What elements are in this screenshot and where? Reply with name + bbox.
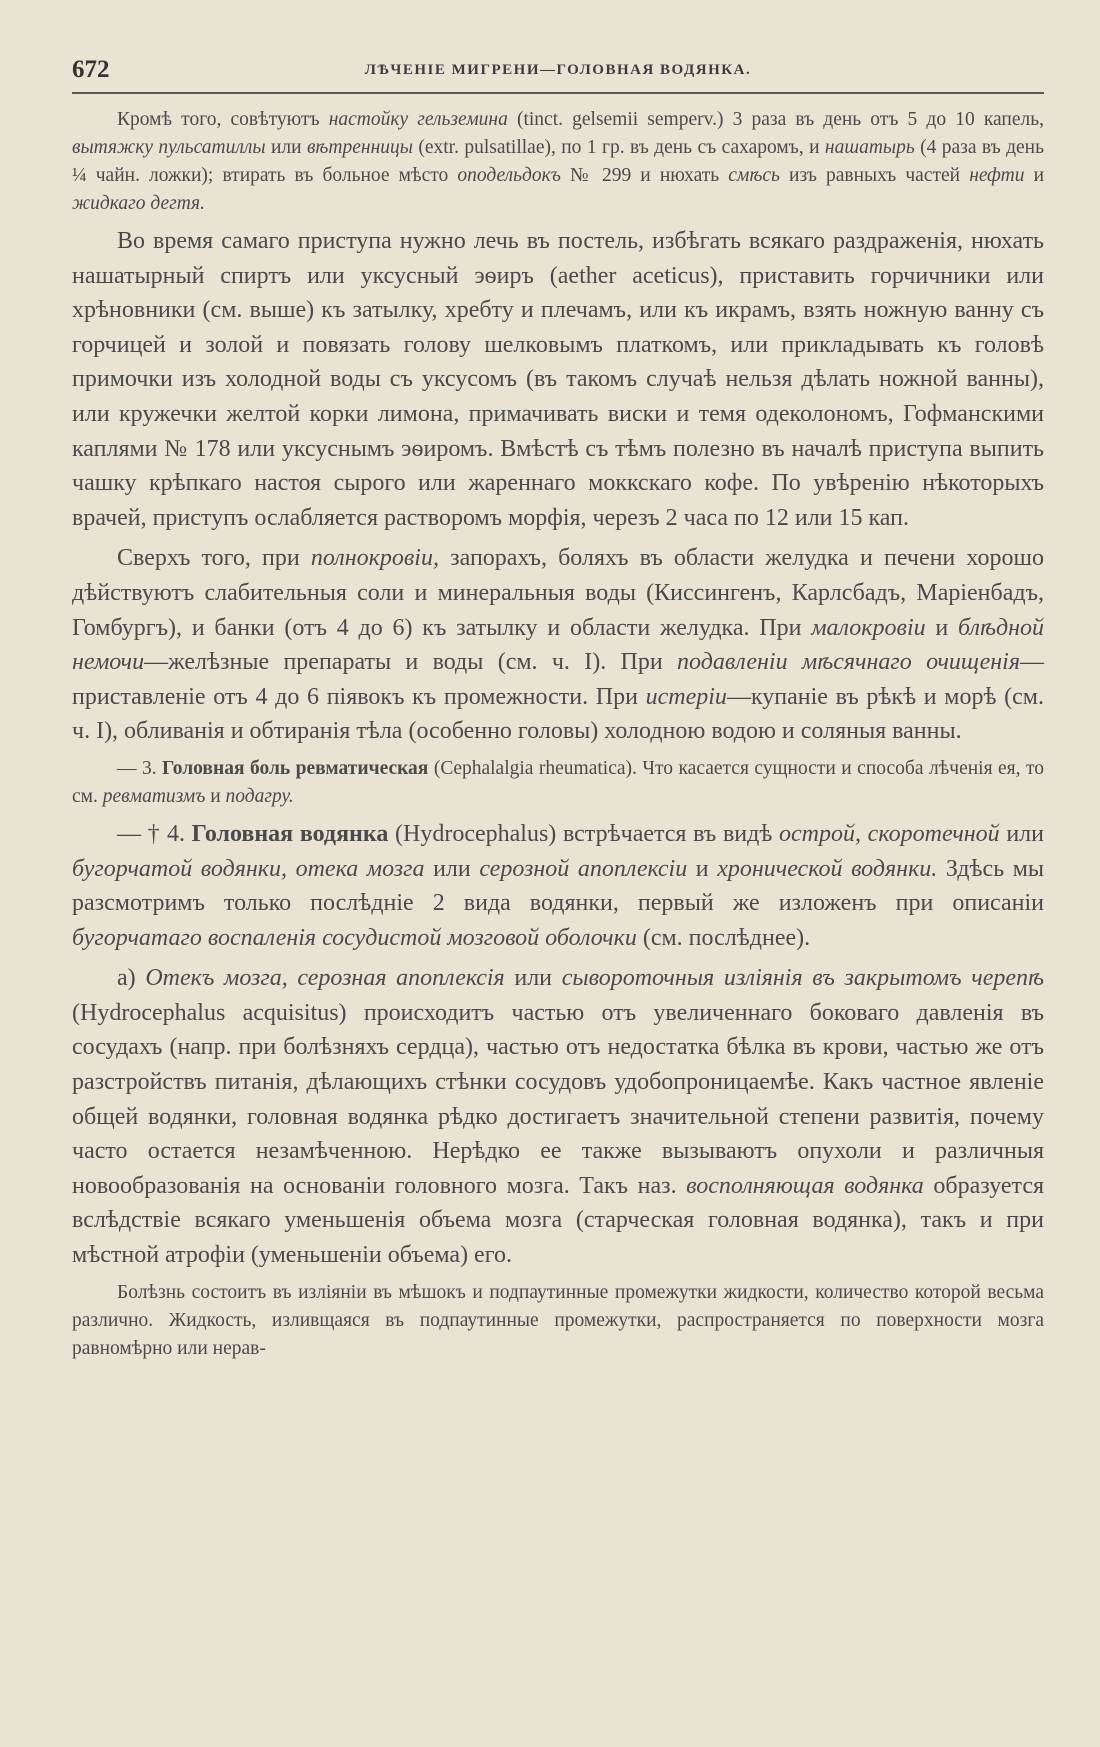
paragraph-disease-description: Болѣзнь состоитъ въ изліяніи въ мѣшокъ и подпаутинные промежутки жидкости, количество которой весьма различно. Жидкость, изливщаяся въ подпаутинные промежутки, распространяется по поверхности мозга равномѣрно или нерав- [72,1281,1044,1359]
italic-term: острой, скоротечной [779,820,1000,847]
text-run: изъ равныхъ частей [779,165,970,186]
page-number: 672 [72,56,110,83]
running-title: ЛѢЧЕНІЕ МИГРЕНИ—ГОЛОВНАЯ ВОДЯНКА. [364,62,752,78]
italic-term: вѣтренницы [306,137,413,158]
italic-term: смѣсь [728,165,780,186]
section-hydrocephalus [72,817,1044,955]
text-run: запорахъ, боляхъ въ области желудка и печени хорошо дѣйствуютъ слабительныя соли и минеральныя воды (Киссингенъ, Карлсбадъ, Маріенбадъ, Гомбургъ), и банки (отъ 4 до 6) къ затылку и области желудка. При [72,545,1044,641]
text-run: или [265,137,307,158]
text-run: (Hydrocephalus acquisitus) происходитъ частью отъ увеличеннаго боковаго давленія въ сосудахъ (напр. при болѣзняхъ сердца), частью отъ недостатка бѣлка въ крови, частью же отъ разстройствъ питанія, дѣлающихъ стѣнки сосудовъ удобопроницаемѣе. Какъ частное явленіе общей водянки, головная водянка рѣдко достигаетъ значительной степени развитія, почему часто остается незамѣченною. Нерѣдко ее также вызываютъ опухоли и различныя новообразованія на основаніи головного мозга. Такъ наз. [72,999,1044,1199]
italic-term: истеріи [645,683,727,710]
text-run: — 3. [117,757,163,779]
italic-term: полнокровіи, [310,545,439,572]
text-run: (extr. pulsatillae), по 1 гр. въ день съ сахаромъ, и [412,137,825,158]
text-run: (tinct. gelsemii semperv.) 3 раза въ день отъ 5 до 10 капель, [507,109,1044,130]
italic-term: бугорчатой водянки, отека мозга [72,855,425,882]
paragraph-brain-edema [72,961,1044,1272]
paragraph-attack-treatment: Во время самаго приступа нужно лечь въ постель, избѣгать всякаго раздраженія, нюхать нашатырный спиртъ или уксусный эѳиръ (aether aceticus), приставить горчичники или хрѣновники (см. выше) къ затылку, хребту и плечамъ, или къ икрамъ, взять ножную ванну съ горчицей и золой и повязать голову шелковымъ платкомъ, или прикладывать къ головѣ примочки изъ холодной воды съ уксусомъ (въ такомъ случаѣ нельзя дѣлать ножной ванны), или кружечки желтой корки лимона, примачивать виски и темя одеколономъ, Гофманскими каплями № 178 или уксуснымъ эѳиромъ. Вмѣстѣ съ тѣмъ полезно въ началѣ приступа выпить чашку крѣпкаго настоя сырого или жареннаго моккскаго кофе. По увѣренію нѣкоторыхъ врачей, приступъ ослабляется растворомъ морфія, черезъ 2 часа по 12 или 15 кап. [72,228,1044,531]
text-run: и [205,785,226,807]
text-run: (4 раза въ день ¼ чайн. ложки); втирать въ больное мѣсто [72,137,1044,186]
italic-term: подагру. [225,785,294,807]
text-run: —желѣзные препараты и воды (см. ч. I). При [144,649,678,676]
italic-term: жидкаго дегтя. [72,193,205,214]
italic-term: вытяжку пульсатиллы [72,137,266,158]
italic-term: малокровіи [811,614,926,641]
text-run: или [504,965,562,992]
text-run: — † 4. [117,820,192,847]
text-run: —приставленіе отъ 4 до 6 піявокъ къ промежности. При [72,649,1044,710]
text-run: а) [117,965,146,992]
text-run: (Cephalalgia rheumatica). Что касается сущности и способа лѣченія ея, то см. [72,757,1044,807]
paragraph-additional-treatment [72,541,1044,749]
text-run: или [999,820,1045,847]
text-run: Кромѣ того, совѣтуютъ [117,109,329,130]
text-run: —купаніе въ рѣкѣ и морѣ (см. ч. I), обливанія и обтиранія тѣла (особенно головы) холодною водою и соляныя ванны. [72,683,1044,745]
page-header [72,52,1044,94]
italic-term: сывороточныя изліянія въ закрытомъ черепѣ [561,965,1044,992]
italic-term: оподельдокъ [457,165,561,186]
italic-term: Отекъ мозга, серозная апоплексія [145,965,505,992]
text-run: Здѣсь мы разсмотримъ только послѣдніе 2 вида водянки, первый же изложенъ при описаніи [72,855,1045,917]
italic-term: блѣдной немочи [72,614,1045,676]
paragraph-remedies [72,106,1044,218]
text-run: образуется вслѣдствіе всякаго уменьшенія объема мозга (старческая головная водянка), такъ и при мѣстной атрофіи (уменьшеніи объема) его. [72,1172,1045,1269]
text-run: и [1024,165,1045,186]
italic-term: нашатырь [824,137,915,158]
text-run: и [925,614,959,641]
section-heading: Головная боль ревматическая [162,757,429,779]
text-run: (Hydrocephalus) встрѣчается въ видѣ [388,820,780,847]
italic-term: нефти [969,165,1025,186]
italic-term: подавленіи мѣсячнаго очищенія [677,649,1020,676]
text-run: или [424,855,480,882]
italic-term: восполняющая водянка [686,1172,924,1199]
italic-term: настойку гельземина [328,109,508,130]
italic-term: ревматизмъ [102,785,206,807]
section-heading: Головная водянка [191,820,389,847]
italic-term: серозной апоплексіи [479,855,688,882]
italic-term: бугорчатаго воспаленія сосудистой мозговой оболочки [72,924,637,951]
text-run: Сверхъ того, при [117,545,311,572]
italic-term: хронической водянки. [717,855,938,882]
text-run: (см. послѣднее). [636,924,811,951]
text-run: и [687,855,718,882]
text-run: № 299 и нюхать [560,165,729,186]
section-rheumatic-headache [72,755,1044,811]
